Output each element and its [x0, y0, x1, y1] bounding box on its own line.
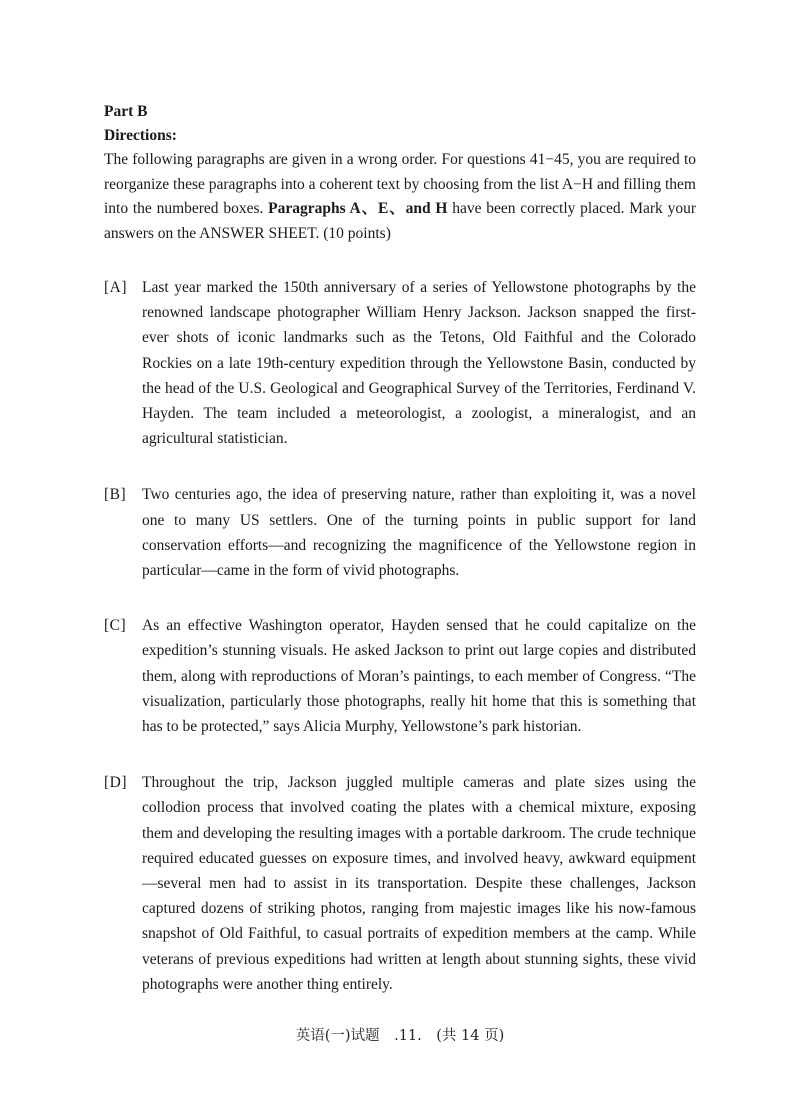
paragraph-text: Two centuries ago, the idea of preserving nature, rather than exploiting it, was a novel one to many US settlers. One of the turning points in public support for land conservation efforts—and recognizing the magnificence of the Yellowstone region in particular—came in the form of vivid photographs.	[142, 486, 696, 580]
paragraph-label: [C]	[104, 617, 127, 635]
directions-text-1: The following paragraphs are given in a wrong order. For questions 41−45, you are required to reorganize these paragraphs into a coherent text by choosing from the list A−H and filling them into the numbered boxes.	[104, 151, 696, 217]
exam-page	[104, 100, 696, 997]
paragraph-text: As an effective Washington operator, Hayden sensed that he could capitalize on the expedition’s stunning visuals. He asked Jackson to print out large copies and distributed them, along with reproductions of Moran’s paintings, to each member of Congress. “The visualization, particularly those photographs, really hit home that this is something that has to be protected,” says Alicia Murphy, Yellowstone’s park historian.	[142, 617, 696, 736]
directions-text-2: have been correctly placed. Mark your answers on the ANSWER SHEET. (10 points)	[104, 200, 696, 242]
paragraph-c	[104, 613, 696, 739]
paragraph-label: [D]	[104, 774, 128, 792]
part-title: Part B	[104, 103, 148, 120]
paragraph-a	[104, 275, 696, 451]
directions-bold: Paragraphs A、E、and H	[268, 200, 448, 217]
paragraph-b	[104, 482, 696, 583]
page-footer: 英语(一)试题 .11. (共 14 页)	[295, 1028, 505, 1044]
paragraph-d	[104, 770, 696, 997]
directions-title: Directions:	[104, 127, 177, 144]
paragraph-text: Throughout the trip, Jackson juggled multiple cameras and plate sizes using the collodion process that involved coating the plates with a chemical mixture, exposing them and developing the resulting images with a portable darkroom. The crude technique required educated guesses on exposure times, and involved heavy, awkward equipment—several men had to assist in its transportation. Despite these challenges, Jackson captured dozens of striking photos, ranging from majestic images like his now-famous snapshot of Old Faithful, to casual portraits of expedition members at the camp. While veterans of previous expeditions had written at length about stunning sights, these vivid photographs were another thing entirely.	[142, 774, 696, 993]
directions-text	[104, 148, 696, 246]
paragraph-text: Last year marked the 150th anniversary of a series of Yellowstone photographs by the renowned landscape photographer William Henry Jackson. Jackson snapped the first-ever shots of iconic landmarks such as the Tetons, Old Faithful and the Colorado Rockies on a late 19th-century expedition through the Yellowstone Basin, conducted by the head of the U.S. Geological and Geographical Survey of the Territories, Ferdinand V. Hayden. The team included a meteorologist, a zoologist, a mineralogist, and an agricultural statistician.	[142, 279, 696, 448]
paragraph-label: [A]	[104, 279, 128, 296]
paragraph-label: [B]	[104, 486, 127, 504]
